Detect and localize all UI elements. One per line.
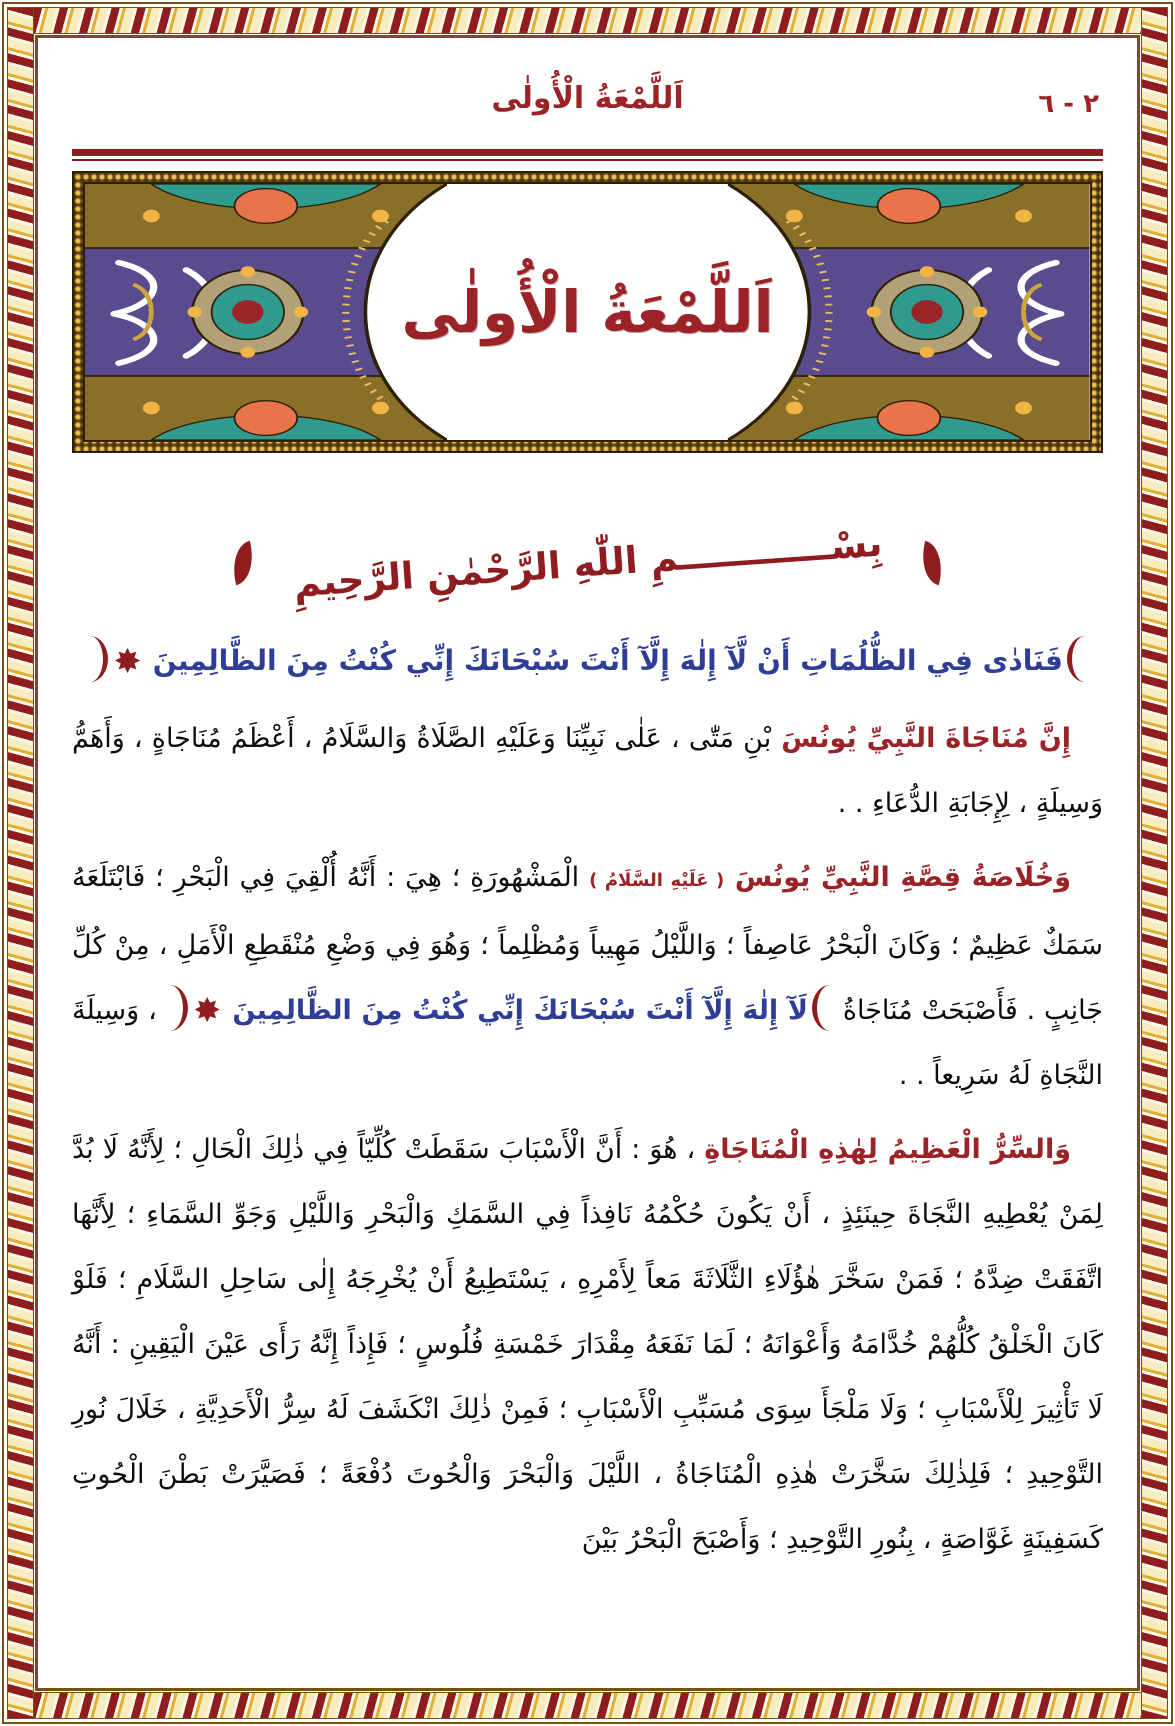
body-paragraph-3: [72, 1117, 1103, 1572]
border-chain-top-icon: [7, 7, 1168, 34]
page-header: [72, 75, 1103, 141]
border-chain-right-icon: [1141, 7, 1168, 1719]
text-segment: الْمَشْهُورَةِ ؛ هِيَ : أَنَّهُ أُلْقِيَ فِي الْبَحْرِ ؛ فَابْتَلَعَهُ سَمَكٌ عَظِيمٌ ؛ وَكَانَ الْبَحْرُ عَاصِفاً ؛ وَاللَّيْلُ مَهِيباً وَمُظْلِماً ؛ وَهُوَ فِي وَضْعِ مُنْقَطِعِ الْأَمَلِ ، مِنْ كُلِّ جَانِبٍ . فَأَصْبَحَتْ مُنَاجَاةُ: [72, 862, 1104, 1026]
illuminated-banner: [72, 171, 1103, 453]
rosette-icon: [195, 997, 220, 1022]
border-chain-left-icon: [7, 7, 34, 1719]
quran-bracket-open-icon: [1067, 636, 1085, 682]
double-rule-divider: [72, 149, 1103, 161]
basmala-row: [72, 507, 1103, 619]
page-number: ٢ - ٦: [1038, 89, 1099, 119]
running-title: اَللَّمْعَةُ الْأُولٰى: [491, 81, 684, 116]
floral-bracket-right-icon: [916, 541, 949, 586]
banner-cartouche: [83, 182, 1092, 442]
text-segment: ( عَلَيْهِ السَّلَامُ ): [589, 870, 725, 891]
body-paragraph-1: [72, 706, 1103, 836]
body-paragraph-2: [72, 845, 1103, 1108]
quran-verse-line: [72, 625, 1103, 697]
text-segment: بْنِ مَتّٰى ، عَلٰى نَبِيِّنَا وَعَلَيْهِ الصَّلَاةُ وَالسَّلَامُ ، أَعْظَمُ مُنَاجَاةٍ ، وَأَهَمُّ وَسِيلَةٍ ، لِإِجَابَةِ الدُّعَاءِ . .: [72, 723, 1103, 819]
text-segment: ، هُوَ : أَنَّ الْأَسْبَابَ سَقَطَتْ كُلِّيّاً فِي ذٰلِكَ الْحَالِ ؛ لِأَنَّهُ لَا بُدَّ لِمَنْ يُعْطِيهِ النَّجَاةَ حِينَئِذٍ ، أَنْ يَكُونَ حُكْمُهُ نَافِذاً فِي السَّمَكِ وَالْبَحْرِ وَاللَّيْلِ وَجَوِّ السَّمَاءِ ؛ لِأَنَّهَا اتَّفَقَتْ ضِدَّهُ ؛ فَمَنْ سَخَّرَ هٰؤُلَاءِ الثَّلَاثَةَ مَعاً لِأَمْرِهِ ، يَسْتَطِيعُ أَنْ يُخْرِجَهُ إِلٰى سَاحِلِ السَّلَامِ ؛ فَلَوْ كَانَ الْخَلْقُ كُلُّهُمْ خُدَّامَهُ وَأَعْوَانَهُ ؛ لَمَا نَفَعَهُ مِقْدَارَ خَمْسَةِ فُلُوسٍ ؛ فَإِذاً إِنَّهُ رَأَى عَيْنَ الْيَقِينِ : أَنَّهُ لَا تَأْثِيرَ لِلْأَسْبَابِ ؛ وَلَا مَلْجَأَ سِوَى مُسَبِّبِ الْأَسْبَابِ ؛ فَمِنْ ذٰلِكَ انْكَشَفَ لَهُ سِرُّ الْأَحَدِيَّةِ ، خَلَالَ نُورِ التَّوْحِيدِ ؛ فَلِذٰلِكَ سَخَّرَتْ هٰذِهِ الْمُنَاجَاةُ ، اللَّيْلَ وَالْبَحْرَ وَالْحُوتَ دُفْعَةً ؛ فَصَيَّرَتْ بَطْنَ الْحُوتِ كَسَفِينَةٍ غَوَّاصَةٍ ، بِنُورِ التَّوْحِيدِ ؛ وَأَصْبَحَ الْبَحْرُ بَيْنَ: [72, 1134, 1103, 1555]
text-segment: ، وَسِيلَةَ النَّجَاةِ لَهُ سَرِيعاً . .: [72, 995, 1103, 1091]
quran-bracket-close-icon: [170, 985, 188, 1031]
page-content: [41, 41, 1134, 1685]
floral-bracket-left-icon: [226, 541, 259, 586]
text-segment: لَآ إِلٰهَ إِلَّآ أَنْتَ سُبْحَانَكَ إِنِّي كُنْتُ مِنَ الظَّالِمِينَ: [222, 995, 808, 1026]
banner-title-area: [85, 184, 1090, 440]
text-segment: وَخُلَاصَةُ قِصَّةِ النَّبِيِّ يُونُسَ: [724, 862, 1072, 893]
text-segment: فَنَادٰى فِي الظُّلُمَاتِ أَنْ لَّآ إِلٰهَ إِلَّآ أَنْتَ سُبْحَانَكَ إِنِّي كُنْتُ مِنَ الظَّالِمِينَ: [143, 644, 1063, 677]
rosette-icon: [115, 648, 140, 673]
basmala-calligraphy: بِسْــــــــــــمِ اللّٰهِ الرَّحْمٰنِ الرَّحِيمِ: [291, 520, 884, 606]
chapter-title: اَللَّمْعَةُ الْأُولٰى: [401, 278, 774, 346]
quran-bracket-close-icon: [90, 636, 108, 682]
border-chain-bottom-icon: [7, 1692, 1168, 1719]
quran-bracket-open-icon: [812, 985, 830, 1031]
text-segment: وَالسِّرُّ الْعَظِيمُ لِهٰذِهِ الْمُنَاجَاةِ: [704, 1134, 1071, 1165]
text-segment: إِنَّ مُنَاجَاةَ النَّبِيِّ يُونُسَ: [771, 723, 1072, 754]
